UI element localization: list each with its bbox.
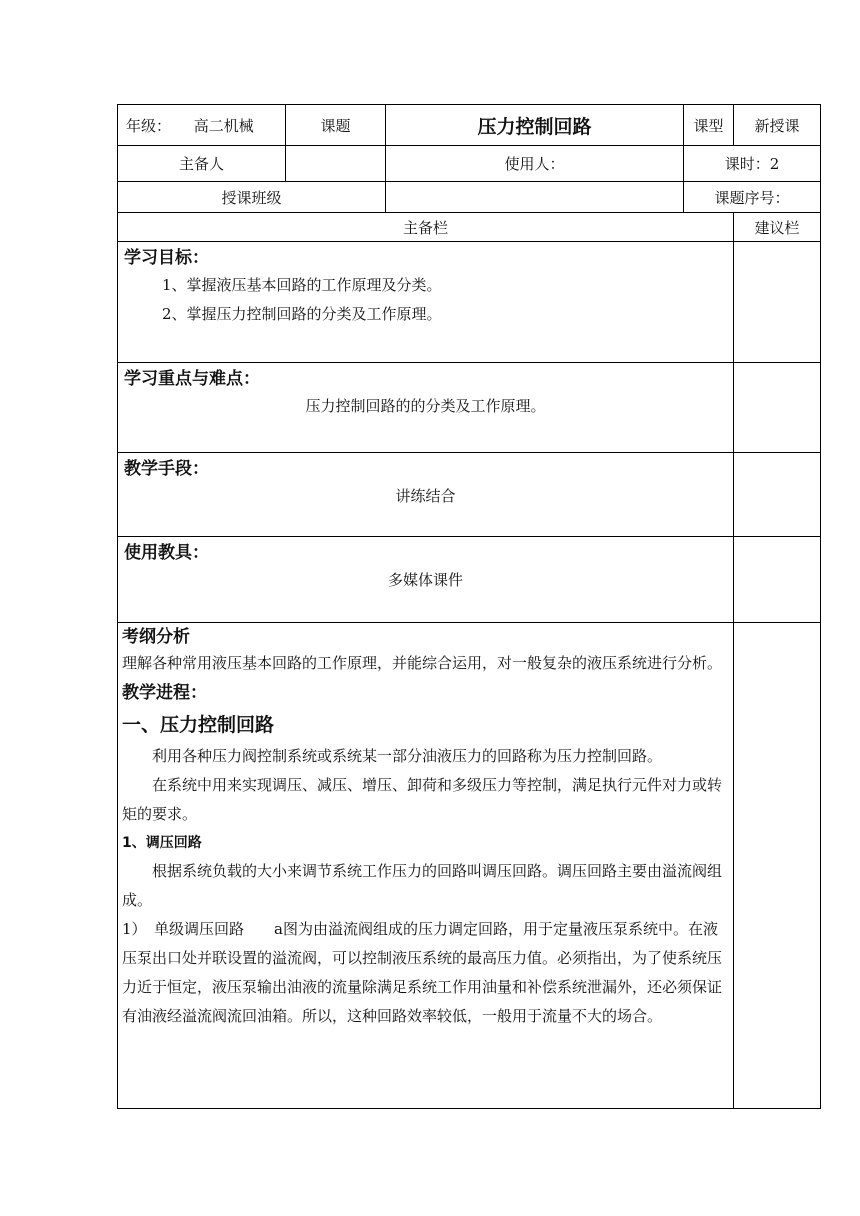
main-column-header: 主备栏 bbox=[118, 213, 734, 242]
paragraph-4: 1） 单级调压回路 a图为由溢流阀组成的压力调定回路，用于定量液压泵系统中。在液压泵出口处并联设置的溢流阀，可以控制液压系统的最高压力值。必须指出，为了使系统压力近于恒定，液压泵输出油液的流量除满足系统工作用油量和补偿系统泄漏外，还必须保证有油液经溢流阀流回油箱。所以，这种回路效率较低，一般用于流量不大的场合。 bbox=[122, 920, 723, 1025]
analysis-title: 考纲分析 bbox=[122, 627, 190, 647]
objective-item-2: 2、掌握压力控制回路的分类及工作原理。 bbox=[162, 305, 442, 323]
objective-item-1: 1、掌握液压基本回路的工作原理及分类。 bbox=[162, 276, 442, 294]
tools-suggest bbox=[734, 537, 821, 623]
hours-label: 课时：2 bbox=[684, 146, 821, 182]
header-row-3 bbox=[118, 182, 821, 213]
preparer-label: 主备人 bbox=[118, 146, 286, 182]
section1-title: 一、压力控制回路 bbox=[122, 714, 275, 736]
tools-title: 使用教具： bbox=[124, 543, 209, 563]
type-value: 新授课 bbox=[734, 105, 821, 146]
key-points-title: 学习重点与难点： bbox=[124, 369, 260, 389]
process-cell bbox=[118, 623, 734, 1109]
process-row bbox=[118, 623, 821, 1109]
grade-label: 年级： bbox=[126, 116, 172, 135]
grade-cell bbox=[118, 105, 286, 146]
objectives-suggest bbox=[734, 242, 821, 363]
type-label: 课型 bbox=[684, 105, 734, 146]
column-header-row bbox=[118, 213, 821, 242]
tools-row bbox=[118, 537, 821, 623]
objectives-row bbox=[118, 242, 821, 363]
method-title: 教学手段： bbox=[124, 459, 209, 479]
class-label: 授课班级 bbox=[118, 182, 386, 213]
objectives-cell bbox=[118, 242, 734, 363]
key-points-suggest bbox=[734, 363, 821, 453]
lesson-plan-table bbox=[117, 104, 821, 1109]
method-text: 讲练结合 bbox=[395, 487, 456, 505]
paragraph-2: 在系统中用来实现调压、减压、增压、卸荷和多级压力等控制，满足执行元件对力或转矩的要求。 bbox=[122, 776, 723, 823]
paragraph-3: 根据系统负载的大小来调节系统工作压力的回路叫调压回路。调压回路主要由溢流阀组成。 bbox=[122, 862, 723, 909]
suggest-column-header: 建议栏 bbox=[734, 213, 821, 242]
header-row-2 bbox=[118, 146, 821, 182]
method-cell bbox=[118, 453, 734, 537]
class-value bbox=[386, 182, 684, 213]
topic-label: 课题 bbox=[286, 105, 386, 146]
grade-value: 高二机械 bbox=[193, 116, 254, 135]
tools-cell bbox=[118, 537, 734, 623]
method-suggest bbox=[734, 453, 821, 537]
paragraph-1: 利用各种压力阀控制系统或系统某一部分油液压力的回路称为压力控制回路。 bbox=[152, 747, 663, 765]
objectives-title: 学习目标： bbox=[124, 248, 209, 268]
key-points-text: 压力控制回路的的分类及工作原理。 bbox=[305, 397, 546, 415]
subsection1-title: 1、调压回路 bbox=[122, 835, 202, 851]
key-points-cell bbox=[118, 363, 734, 453]
preparer-value bbox=[286, 146, 386, 182]
topic-value: 压力控制回路 bbox=[386, 105, 684, 146]
user-label: 使用人： bbox=[386, 146, 684, 182]
lesson-plan bbox=[117, 104, 820, 1109]
analysis-text: 理解各种常用液压基本回路的工作原理，并能综合运用，对一般复杂的液压系统进行分析。 bbox=[122, 654, 723, 672]
process-suggest bbox=[734, 623, 821, 1109]
method-row bbox=[118, 453, 821, 537]
seq-label: 课题序号： bbox=[684, 182, 821, 213]
process-title: 教学进程： bbox=[122, 683, 207, 703]
key-points-row bbox=[118, 363, 821, 453]
header-row-1 bbox=[118, 105, 821, 146]
tools-text: 多媒体课件 bbox=[387, 571, 463, 589]
